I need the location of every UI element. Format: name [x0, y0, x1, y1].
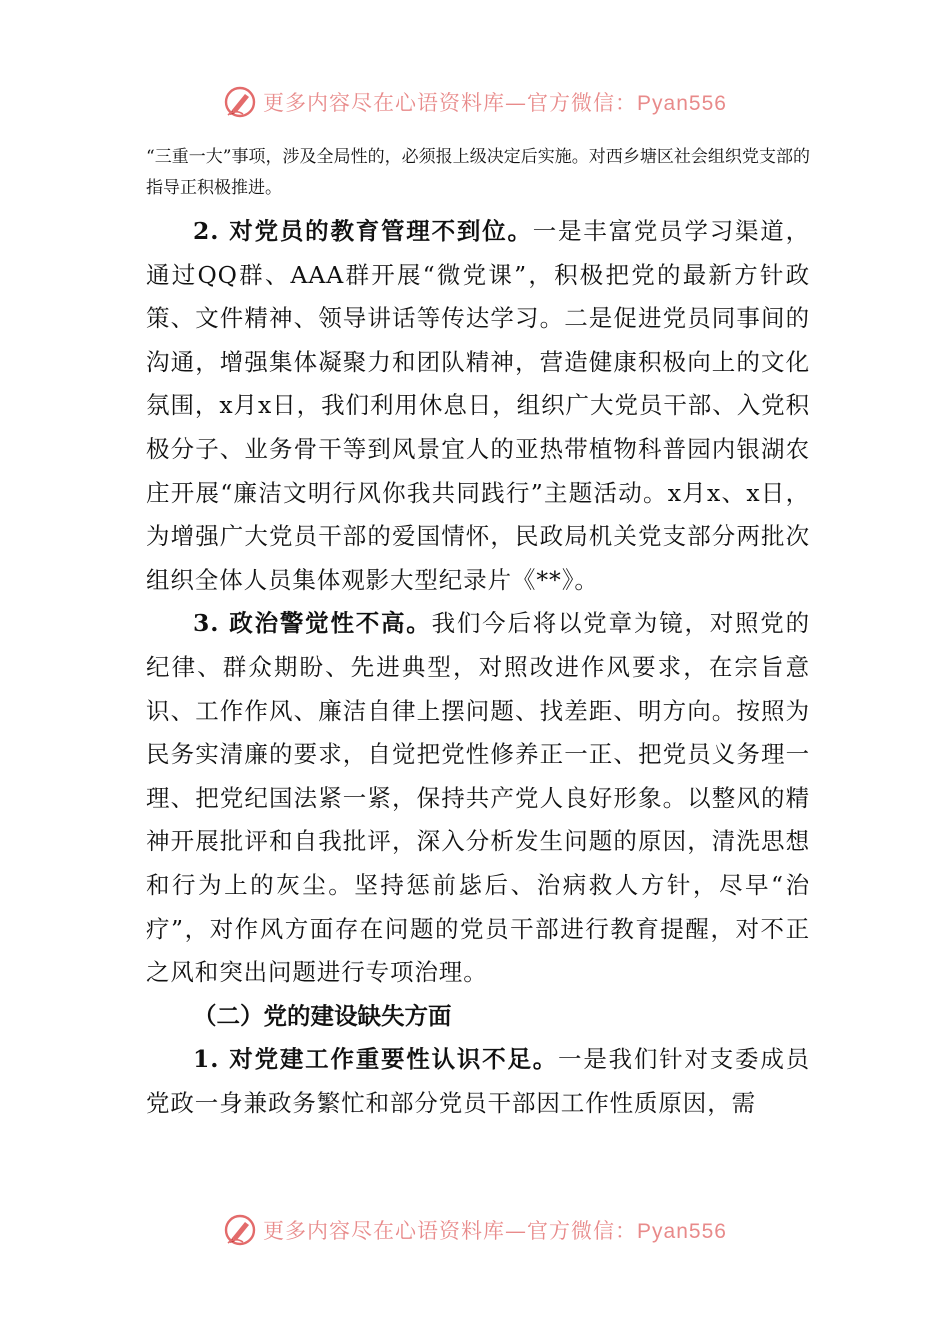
header-banner — [0, 82, 950, 122]
pen-logo-icon — [223, 85, 257, 119]
item-3-heading: 3. 政治警觉性不高。 — [193, 609, 432, 638]
item-1b-body: 一是我们针对支委成员党政一身兼政务繁忙和部分党员干部因工作性质原因，需 — [146, 1045, 811, 1117]
intro-paragraph: “三重一大”事项，涉及全局性的，必须报上级决定后实施。对西乡塘区社会组织党支部的指导正积极推进。 — [146, 147, 810, 198]
pen-logo-icon — [223, 1213, 257, 1247]
banner-text: 更多内容尽在心语资料库—官方微信：Pyan556 — [263, 1219, 727, 1243]
document-body — [146, 142, 810, 1125]
item-2-body: 一是丰富党员学习渠道，通过QQ群、AAA群开展“微党课”，积极把党的最新方针政策、文件精神、领导讲话等传达学习。二是促进党员同事间的沟通，增强集体凝聚力和团队精神，营造健康积极向上的文化氛围，x月x日，我们利用休息日，组织广大党员干部、入党积极分子、业务骨干等到风景宜人的亚热带植物科普园内银湖农庄开展“廉洁文明行风你我共同践行”主题活动。x月x、x日，为增强广大党员干部的爱国情怀，民政局机关党支部分两批次组织全体人员集体观影大型纪录片《**》。 — [146, 217, 810, 594]
item-1b-paragraph — [146, 1038, 810, 1125]
item-3-body: 我们今后将以党章为镜，对照党的纪律、群众期盼、先进典型，对照改进作风要求，在宗旨意识、工作作风、廉洁自律上摆问题、找差距、明方向。按照为民务实清廉的要求，自觉把党性修养正一正、把党员义务理一理、把党纪国法紧一紧，保持共产党人良好形象。以整风的精神开展批评和自我批评，深入分析发生问题的原因，清洗思想和行为上的灰尘。坚持惩前毖后、治病救人方针，尽早“治疗”，对作风方面存在问题的党员干部进行教育提醒，对不正之风和突出问题进行专项治理。 — [146, 609, 810, 987]
wechat-id: Pyan556 — [637, 92, 727, 115]
wechat-id: Pyan556 — [637, 1220, 727, 1243]
banner-text: 更多内容尽在心语资料库—官方微信：Pyan556 — [263, 91, 727, 115]
item-1b-heading: 1. 对党建工作重要性认识不足。 — [193, 1045, 559, 1074]
item-2-paragraph — [146, 210, 810, 602]
section-2-title: （二）党的建设缺失方面 — [193, 1001, 452, 1030]
footer-banner — [0, 1210, 950, 1250]
item-3-paragraph — [146, 602, 810, 994]
item-2-heading: 2. 对党员的教育管理不到位。 — [193, 217, 533, 245]
